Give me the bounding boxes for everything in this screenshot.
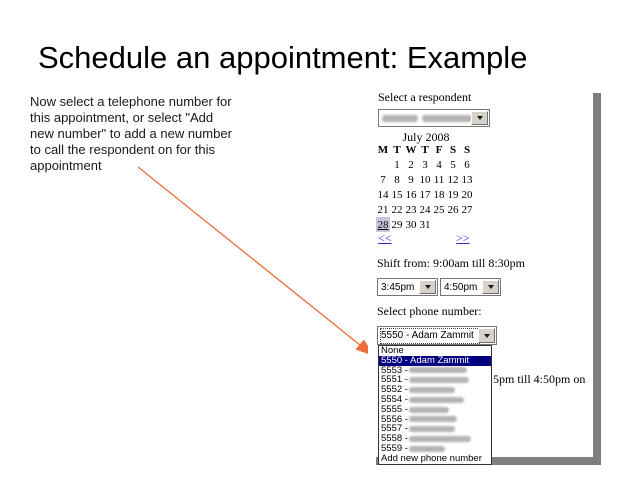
day-cell[interactable]: 25: [433, 203, 445, 216]
option-redacted[interactable]: 5556 -: [379, 415, 491, 425]
calendar-prev-link[interactable]: <<: [378, 231, 392, 245]
day-header: F: [435, 143, 443, 156]
dropdown-button[interactable]: [471, 111, 488, 125]
dropdown-button[interactable]: [419, 280, 436, 294]
day-cell: [432, 217, 446, 232]
calendar-header-row: [376, 142, 474, 157]
day-cell: [460, 217, 474, 232]
day-cell[interactable]: 6: [464, 158, 470, 171]
calendar-next-link[interactable]: >>: [456, 231, 470, 245]
day-cell[interactable]: 9: [408, 173, 414, 186]
chevron-down-icon: [484, 334, 490, 338]
dropdown-button[interactable]: [482, 280, 499, 294]
chevron-down-icon: [477, 116, 483, 120]
day-cell[interactable]: 14: [377, 188, 389, 201]
instruction-line: appointment: [30, 158, 102, 173]
day-cell[interactable]: 17: [419, 188, 431, 201]
calendar-week-row: [376, 172, 474, 187]
option-selected[interactable]: 5550 - Adam Zammit: [379, 356, 491, 366]
calendar-week-row: [376, 202, 474, 217]
time-till-select[interactable]: [440, 278, 501, 296]
day-cell[interactable]: 15: [391, 188, 403, 201]
time-from-select[interactable]: [377, 278, 438, 296]
redacted-text: [422, 115, 472, 122]
calendar-week-row: [376, 217, 474, 232]
day-cell[interactable]: 18: [433, 188, 445, 201]
option-redacted[interactable]: 5552 -: [379, 385, 491, 395]
phone-number-select[interactable]: [377, 326, 497, 345]
app-screenshot-panel: [368, 85, 593, 464]
option-redacted[interactable]: 5555 -: [379, 405, 491, 415]
calendar: [376, 142, 474, 232]
day-cell[interactable]: 4: [436, 158, 442, 171]
option-none[interactable]: None: [381, 345, 404, 356]
respondent-label: Select a respondent: [378, 90, 472, 104]
day-header: T: [393, 143, 401, 156]
day-cell[interactable]: 29: [391, 218, 403, 231]
redacted-text: [409, 436, 471, 442]
day-cell[interactable]: 5: [450, 158, 456, 171]
day-cell: [376, 157, 390, 172]
redacted-text: [409, 446, 445, 452]
day-cell-selected[interactable]: 28: [377, 218, 389, 231]
redacted-text: [409, 387, 455, 393]
day-header: M: [377, 143, 389, 156]
day-header: S: [463, 143, 471, 156]
redacted-text: [409, 426, 455, 432]
day-cell: [446, 217, 460, 232]
dropdown-button[interactable]: [478, 328, 495, 343]
respondent-select[interactable]: [378, 109, 490, 127]
time-till-value: 4:50pm: [444, 282, 478, 293]
option-redacted[interactable]: 5553 -: [379, 366, 491, 376]
chevron-down-icon: [425, 285, 431, 289]
option-redacted[interactable]: 5558 -: [379, 434, 491, 444]
phone-option-list: [378, 345, 492, 465]
day-cell[interactable]: 31: [419, 218, 431, 231]
day-cell[interactable]: 30: [405, 218, 417, 231]
instruction-text: [30, 94, 270, 174]
day-cell[interactable]: 23: [405, 203, 417, 216]
redacted-text: [382, 115, 418, 122]
instruction-line: Now select a telephone number for: [30, 94, 232, 109]
day-cell[interactable]: 20: [461, 188, 473, 201]
day-header: T: [421, 143, 429, 156]
calendar-month-label: July 2008: [402, 130, 450, 144]
option-redacted[interactable]: 5559 -: [379, 444, 491, 454]
option-add-new-number[interactable]: Add new phone number: [381, 452, 482, 464]
day-cell[interactable]: 10: [419, 173, 431, 186]
day-cell[interactable]: 7: [380, 173, 386, 186]
shift-hours-label: Shift from: 9:00am till 8:30pm: [377, 256, 525, 270]
option-redacted[interactable]: 5557 -: [379, 424, 491, 434]
day-cell[interactable]: 8: [394, 173, 400, 186]
phone-select-value: 5550 - Adam Zammit: [381, 329, 479, 343]
day-header: W: [405, 143, 417, 156]
obscured-page-text: 5pm till 4:50pm on: [493, 372, 586, 386]
day-cell[interactable]: 21: [377, 203, 389, 216]
day-cell[interactable]: 26: [447, 203, 459, 216]
time-from-value: 3:45pm: [381, 282, 415, 293]
page-title: Schedule an appointment: Example: [38, 40, 528, 75]
day-cell[interactable]: 12: [447, 173, 459, 186]
redacted-text: [409, 367, 467, 373]
day-cell[interactable]: 16: [405, 188, 417, 201]
option-redacted[interactable]: 5551 -: [379, 375, 491, 385]
calendar-week-row: [376, 157, 474, 172]
option-redacted[interactable]: 5554 -: [379, 395, 491, 405]
day-header: S: [449, 143, 457, 156]
redacted-text: [409, 397, 464, 403]
calendar-week-row: [376, 187, 474, 202]
redacted-text: [409, 407, 449, 413]
day-cell[interactable]: 19: [447, 188, 459, 201]
instruction-line: this appointment, or select "Add: [30, 110, 214, 125]
day-cell[interactable]: 11: [433, 173, 445, 186]
day-cell[interactable]: 27: [461, 203, 473, 216]
redacted-text: [409, 416, 457, 422]
day-cell[interactable]: 13: [461, 173, 473, 186]
respondent-select-value: [382, 112, 472, 125]
redacted-text: [409, 377, 469, 383]
day-cell[interactable]: 3: [422, 158, 428, 171]
day-cell[interactable]: 1: [394, 158, 400, 171]
day-cell[interactable]: 24: [419, 203, 431, 216]
instruction-line: to call the respondent on for this: [30, 142, 216, 157]
instruction-line: new number" to add a new number: [30, 126, 232, 141]
phone-number-label: Select phone number:: [377, 304, 482, 318]
day-cell[interactable]: 2: [408, 158, 414, 171]
day-cell[interactable]: 22: [391, 203, 403, 216]
chevron-down-icon: [488, 285, 494, 289]
